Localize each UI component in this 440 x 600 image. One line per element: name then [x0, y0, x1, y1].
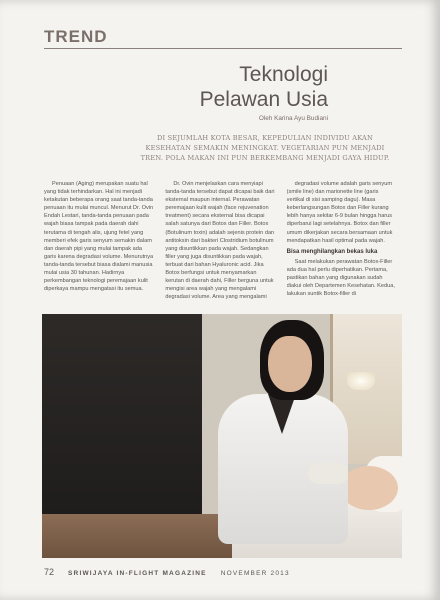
col1-paragraph: Penuaan (Aging) merupakan suatu hal yang tidak terhindarkan. Hal ini menjadi ketakutan beberapa orang saat tanda-tanda penuaan itu mulai muncul. Menurut Dr. Ovin Endah Lestari, tanda-tanda penuaan pada wajah biasa tampak pada daerah dahi terutama di tengah alis, ujung fetel yang memberi efek garis senyum semakin dalam dan daerah pipi yang mulai tampak ada garis karena degradasi volume. Menurutnya tanda-tanda tersebut biasa dialami manusia mulai usia 30 tahunan. Hadirnya perkembangan teknologi peremajaan kulit diperkaya mampu mengatasi itu semua. [44, 181, 154, 293]
page-footer [44, 567, 396, 577]
photo-doctor-face [268, 336, 312, 392]
page-number: 72 [44, 567, 55, 577]
column-1 [44, 180, 153, 310]
article-photo [42, 314, 402, 558]
col2-paragraph: Dr. Ovin menjelaskan cara menyiapi tanda-tanda tersebut dapat dicapai baik dari eksternal maupun internal. Perawatan peremajaan kulit wajah (face rejuvenation treatment) secara eksternal bisa dicapai salah satunya dari Botox dan Filler. Botox (Botulinum toxin) adalah sejenis protein dan antitoksin dari bakteri Clostridium botulinum yang disuntikkan pada wajah. Sedangkan filler yang juga disuntikkan pada wajah, terbuat dari bahan Hyaluronic acid. Jika Botox berfungsi untuk menyamarkan kerutan di daerah dahi, Filler berguna untuk mengisi area wajah yang mengalami degradasi volume. Area yang mengalami [165, 181, 275, 301]
issue-date: NOVEMBER 2013 [220, 570, 290, 577]
column-2 [165, 180, 274, 310]
photo-patient-face [340, 466, 398, 510]
article-columns [44, 180, 396, 310]
magazine-name: SRIWIJAYA IN-FLIGHT MAGAZINE [68, 570, 207, 577]
col3-paragraph-bottom: Saat melakukan perawatan Botox-Filler ada dua hal perlu diperhatikan. Pertama, pastikan bahan yang digunakan sudah diakui oleh Departemen Kesehatan. Kedua, lakukan suntik Botox-filler di [286, 258, 395, 298]
intro-paragraph: DI SEJUMLAH KOTA BESAR, KEPEDULIAN INDIVIDU AKAN KESEHATAN SEMAKIN MENINGKAT. VEGETARIAN PUN MENJADI TREN. POLA MAKAN INI PUN BERKEMBANG MENJADI GAYA HIDUP. [140, 134, 390, 162]
photo-lamp [347, 372, 375, 390]
section-label: TREND [44, 27, 108, 46]
title-line-1: Teknologi [239, 63, 328, 86]
column-3 [287, 180, 396, 310]
photo-gloved-hand [308, 462, 348, 484]
article-title [108, 62, 328, 112]
title-line-2: Pelawan Usia [199, 88, 328, 111]
section-rule [44, 48, 402, 49]
col3-subheading: Bisa menghilangkan bekas luka [286, 248, 378, 255]
col3-paragraph-top: degradasi volume adalah garis senyum (smile line) dan marionette line (garis vertikal di sisi samping dagu). Masa keberlangsungan Botox dan Filler kurang lebih hanya sekitar 6-9 bulan hingga harus diperbarui lagi setelahnya. Botox dan filler umum dikerjakan secara bersamaan untuk mendapatkan hasil optimal pada wajah. [286, 181, 393, 244]
byline: Oleh Karina Ayu Budiani [258, 115, 328, 122]
